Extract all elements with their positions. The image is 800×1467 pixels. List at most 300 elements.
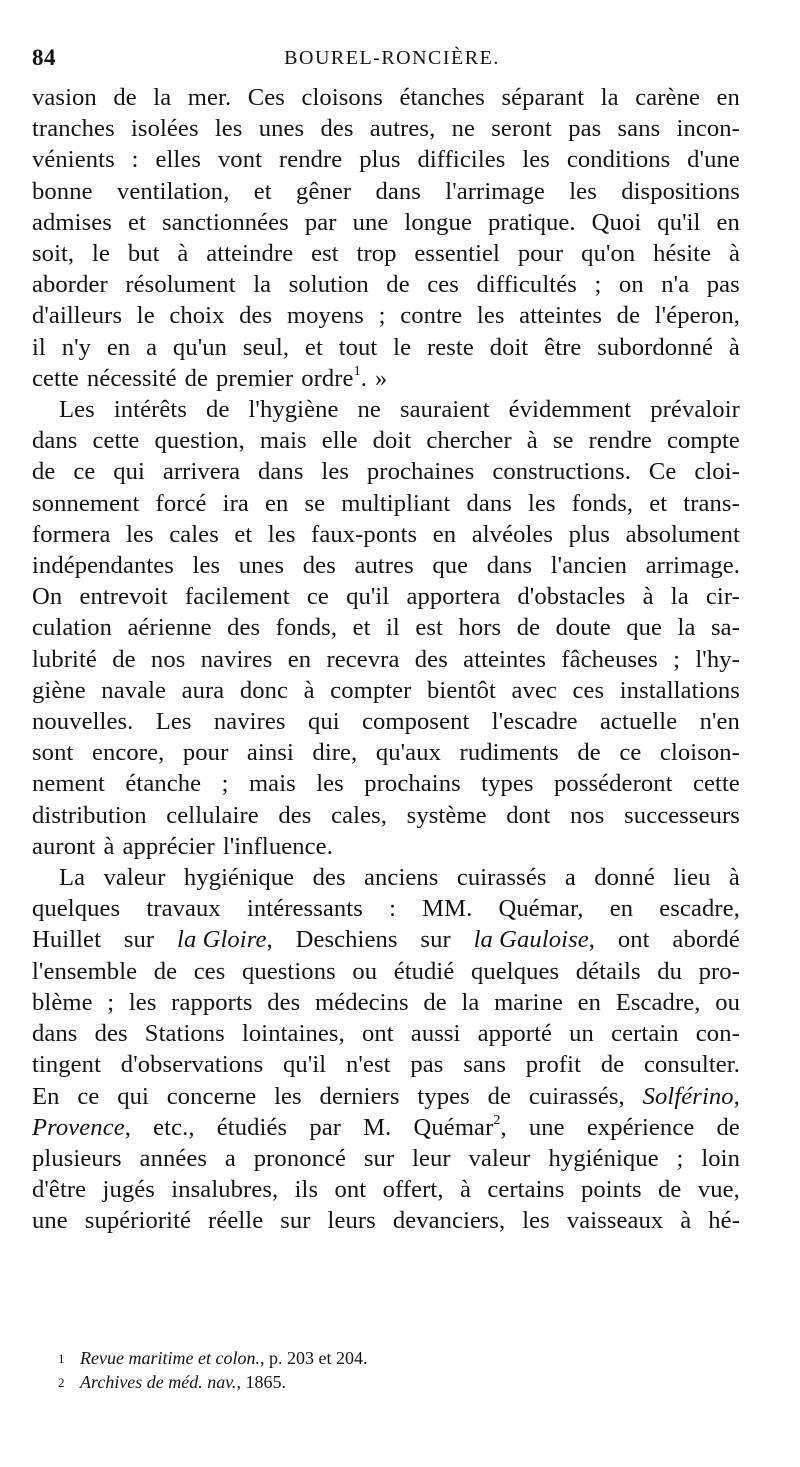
word: Escadre, [615,988,701,1016]
word: dans [375,177,421,205]
word: qu'il [346,583,390,611]
text-line [32,737,740,768]
text-line [32,1049,740,1080]
text-line [32,394,740,425]
word: doit [372,427,412,455]
text-line [32,82,740,113]
word: but [127,240,160,268]
text-line [32,363,740,394]
word: intéressants [246,895,363,923]
word: blème [32,988,93,1016]
text-line [32,706,740,737]
word: ont [617,926,650,954]
word: dans [466,489,512,517]
word: autres [354,552,414,580]
word: sa- [710,614,740,642]
word: cloison- [659,739,740,767]
word: des [94,1020,128,1048]
word: leurs [327,1207,376,1235]
word: ont [334,1176,367,1204]
footnote-mark: 2 [58,1375,65,1390]
word: ; [107,988,115,1016]
word: pas [568,115,602,143]
word: gêner [296,177,352,205]
word: Quémar, [498,895,584,923]
text-line [32,1174,740,1205]
word: pro- [698,957,740,985]
word: nos [570,801,605,829]
word: apporté [477,1020,553,1048]
word: cloi- [694,458,740,486]
word: de [113,84,137,111]
word: prochains [364,770,461,798]
word: qu'il [657,208,701,236]
word: actuelle [600,708,678,736]
word: de [600,1051,625,1079]
word: sont [32,739,74,767]
word: hors [458,614,502,642]
word: abordé [672,926,740,954]
word: se [304,489,326,517]
word: de [616,302,641,330]
word: ; [378,302,386,330]
text-line [32,1112,740,1143]
word: choix [169,302,225,330]
word: rendre [278,146,343,174]
word: vénients [32,146,115,174]
text-line [32,831,740,862]
word: en [287,645,312,673]
word: rendre [588,427,652,455]
word: solution [288,271,369,299]
word: navale [101,676,167,704]
page-header [32,45,752,81]
word: rudiments [459,739,559,767]
word: bientôt [426,676,496,704]
word: une [32,1207,68,1235]
body-text [32,82,740,1237]
text-line [32,1018,740,1049]
text-line [32,924,740,955]
word: ne [357,396,381,424]
word: consulter. [644,1051,740,1079]
word: apportera [406,583,501,611]
word: Les [155,708,192,736]
word: qui [117,1082,149,1110]
word: admises [32,208,112,236]
word: à [177,240,189,268]
word: du [657,957,683,985]
word: sans [617,115,661,143]
text-line [32,238,740,269]
word: seul, [242,333,290,361]
word: : [131,146,139,174]
word: et [352,614,371,642]
word: ils [294,1176,319,1204]
word: sur [123,926,155,954]
word: ; [221,770,229,798]
word: et [234,520,253,548]
word: une [528,1113,565,1141]
word: se [552,427,574,455]
word: qu'il [283,1051,327,1079]
word: donné [594,864,655,892]
word: valeur [468,1144,531,1172]
word: cales [169,520,219,548]
word: sur [363,1144,395,1172]
word: composent [362,708,470,736]
word: tranches [32,115,115,143]
word: en [432,520,457,548]
word: évidemment [508,396,632,424]
word: nécessité [86,364,177,392]
word: carène [635,84,700,111]
word: longue [404,208,472,236]
word: ordre$^1$. [301,363,367,392]
word: cellulaire [166,801,259,829]
footnote-mark: 1 [58,1351,65,1366]
word: les [528,489,556,517]
word: l'arrimage [445,177,545,205]
text-line [32,300,740,331]
word: formera [32,520,111,548]
word: les [569,177,597,205]
word: ou [715,988,740,1016]
word: et [649,489,668,517]
word: Solférino, [642,1082,740,1110]
word: mais [259,427,307,455]
word: la [153,84,172,111]
word: a [564,864,576,892]
word: il [386,614,400,642]
word: pratique. [488,208,576,236]
word: offert, [382,1176,444,1204]
word: à [459,1176,471,1204]
word: que [626,614,663,642]
word: séparant [501,84,585,111]
word: a [146,333,158,361]
word: Ce [648,458,677,486]
word: la [253,271,272,299]
word: ventilation, [116,177,230,205]
word: Stations [144,1020,225,1048]
word: etc., [153,1113,195,1141]
word: résolument [125,271,236,299]
word: ; [673,645,681,673]
word: de [716,1113,740,1141]
word: les [214,115,243,143]
word: et [127,208,146,236]
word: à [728,240,740,268]
word: recevra [326,645,400,673]
word: de [516,614,541,642]
word: années [139,1144,208,1172]
word: être [544,333,582,361]
word: est [311,240,339,268]
word: nement [32,770,105,798]
word: l'éperon, [654,302,740,330]
word: de [153,957,178,985]
word: des [227,614,261,642]
word: supériorité [84,1207,192,1235]
word: cloisons [301,84,383,111]
word: insalubres, [171,1176,279,1204]
word: moyens [286,302,364,330]
word: en [265,489,289,517]
text-line [32,144,740,175]
word: étudiés [216,1113,288,1141]
text-line [32,113,740,144]
word: et [253,177,272,205]
footnote-text: Archives de méd. nav., 1865. [80,1372,286,1392]
word: leur [412,1144,451,1172]
word: l'hy- [695,645,740,673]
word: posséderont [554,770,673,798]
word: étanches [399,84,485,111]
word: facilement [184,583,290,611]
word: de [206,396,230,424]
word: qu'on [581,240,636,268]
text-line [32,644,740,675]
word: n'est [346,1051,391,1079]
footnotes [58,1346,738,1394]
word: trop [356,240,397,268]
word: ces [572,676,605,704]
word: avec [511,676,557,704]
word: On [32,583,63,611]
word: pas [706,271,740,299]
word: dans [32,1020,78,1048]
word: sur [280,1207,311,1235]
text-line [32,1205,740,1236]
word: marine [494,988,563,1016]
word: n'y [61,333,92,361]
word: types [417,1082,470,1110]
footnote-text: Revue maritime et colon., p. 203 et 204. [80,1348,368,1368]
word: cette [693,770,740,798]
word: ce [77,1082,100,1110]
text-line [32,768,740,799]
word: cuirassés [456,864,547,892]
word: difficiles [417,146,506,174]
text-line [32,956,740,987]
word: question, [154,427,245,455]
word: atteintes [463,645,547,673]
word: valeur [103,864,166,892]
word: sanctionnées [161,208,289,236]
word: lieu [673,864,711,892]
word: les [126,520,154,548]
word: navires [213,708,286,736]
word: profit [525,1051,582,1079]
word: une [352,208,389,236]
word: intérêts [113,396,188,424]
word: des [320,115,354,143]
word: à [103,832,115,860]
word: et [304,333,323,361]
word: cir- [705,583,740,611]
word: qui [307,708,340,736]
text-line [32,675,740,706]
word: d'être [32,1176,87,1204]
word: la [600,84,619,111]
text-line [32,1143,740,1174]
word: concerne [166,1082,257,1110]
word: le [136,302,155,330]
word: hé- [708,1207,740,1235]
word: bonne [32,177,93,205]
word: un [569,1020,594,1048]
word: de [386,271,410,299]
word: soit, [32,240,75,268]
word: apprécier [122,832,215,860]
word: Huillet [32,926,102,954]
word: loin [701,1144,740,1172]
word: indépendantes [32,552,174,580]
word: ne [451,115,475,143]
word: est [415,614,443,642]
word: unes [258,115,305,143]
word: absolument [625,520,740,548]
word: atteindre [206,240,294,268]
word: dispositions [621,177,740,205]
text-line [32,1081,740,1112]
word: aussi [410,1020,461,1048]
word: l'escadre [491,708,578,736]
word: sauraient [399,396,490,424]
word: unes [238,552,285,580]
word: arrivera [162,458,241,486]
word: compte [666,427,740,455]
word: En [32,1082,60,1110]
word: des [267,988,301,1016]
word: il [32,333,46,361]
word: seront [491,115,552,143]
word: successeurs [624,801,740,829]
word: à [303,676,315,704]
word: médecins [315,988,409,1016]
paragraph [32,82,740,394]
word: le [393,333,412,361]
word: doute [555,614,611,642]
word: : [389,895,396,923]
word: tingent [32,1051,102,1079]
word: les [274,1082,302,1110]
word: aborder [32,271,108,299]
word: isolées [130,115,199,143]
word: auront [32,832,96,860]
word: sonnement [32,489,140,517]
word: devanciers, [392,1207,506,1235]
word: trans- [683,489,740,517]
word: ces [427,271,459,299]
word: tout [338,333,378,361]
word: certain [611,1020,679,1048]
text-line [32,612,740,643]
word: de [184,364,209,392]
word: atteintes [519,302,603,330]
word: MM. [422,895,473,923]
word: difficultés [476,271,577,299]
word: à [680,1207,692,1235]
word: dont [506,801,551,829]
word: conditions [566,146,671,174]
word: certains [487,1176,565,1204]
text-line [32,581,740,612]
word: Provence, [32,1113,131,1141]
text-line [32,456,740,487]
word: hygiénique [548,1144,659,1172]
word: expérience [586,1113,695,1141]
word: incon- [676,115,740,143]
word: de [577,739,601,767]
word: l'ensemble [32,957,138,985]
word: prévaloir [650,396,740,424]
word: navires [200,645,273,673]
word: Quémar$^2$, [413,1112,507,1141]
word: n'a [661,271,690,299]
word: entrevoit [79,583,168,611]
word: cuirassés, [528,1082,625,1110]
word: on [618,271,644,299]
paragraph [32,862,740,1236]
word: les [522,146,550,174]
word: vaisseaux [566,1207,664,1235]
word: ces [193,957,226,985]
word: qu'aux [375,739,441,767]
word: le [92,240,110,268]
word: Quoi [591,208,642,236]
text-line [32,269,740,300]
word: pour [182,739,229,767]
word: d'observations [120,1051,264,1079]
word: la [670,583,689,611]
word: la Gauloise, [473,926,596,954]
word: questions [241,957,336,985]
word: en [609,895,634,923]
word: les [522,1207,550,1235]
word: de [112,645,136,673]
word: donc [239,676,289,704]
word: hygiénique [183,864,295,892]
word: des [312,864,346,892]
word: lointaines, [241,1020,345,1048]
word: des [414,645,448,673]
word: de [423,988,447,1016]
word: mer. [187,84,232,111]
word: rapports [171,988,253,1016]
word: en [577,988,602,1016]
text-line [32,332,740,363]
word: anciens [364,864,439,892]
word: à [728,333,740,361]
word: l'influence. [222,832,333,860]
word: a [224,1144,236,1172]
word: fonds, [571,489,634,517]
word: La [59,864,86,892]
word: multipliant [341,489,451,517]
word: nos [150,645,186,673]
word: contre [400,302,463,330]
word: faux-ponts [311,520,418,548]
word: travaux [146,895,221,923]
word: à [642,583,654,611]
word: de [32,458,56,486]
word: autres, [369,115,436,143]
footnote [58,1346,738,1370]
word: derniers [319,1082,400,1110]
word: plus [359,146,401,174]
